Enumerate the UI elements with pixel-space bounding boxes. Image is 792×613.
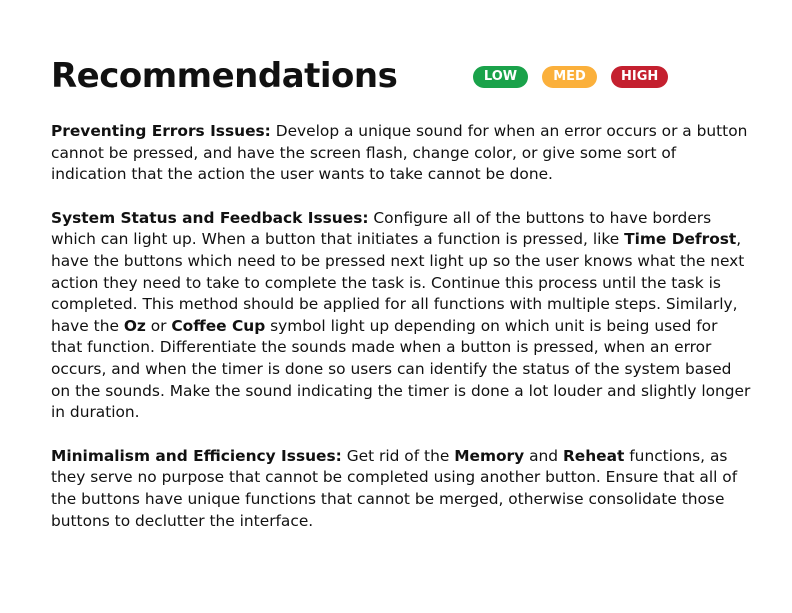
- minimalism-text-1: Get rid of the: [341, 446, 455, 465]
- system-status-text-3: or: [145, 316, 172, 335]
- minimalism-label: Minimalism and Efficiency Issues:: [51, 446, 342, 465]
- coffee-cup-term: Coffee Cup: [171, 316, 266, 335]
- severity-badge-low: LOW: [473, 66, 528, 88]
- memory-term: Memory: [454, 446, 525, 465]
- system-status-text-4: symbol light up depending on which unit is being used for that function. Differentiate the sounds made when a button is pressed, when an error occurs, and when the timer is done so users can identify the status of the system based on the sounds. Make the sound indicating the timer is done a lot louder and slightly longer in duration.: [51, 316, 751, 422]
- oz-term: Oz: [123, 316, 146, 335]
- system-status-text-2: , have the buttons which need to be pressed next light up so the user knows what the next action they need to take to complete the task is. Continue this process until the task is completed. This method should be applied for all functions with multiple steps. Similarly, have the: [51, 230, 745, 335]
- preventing-errors-label: Preventing Errors Issues:: [51, 122, 271, 140]
- system-status-text-1: Configure all of the buttons to have borders which can light up. When a button that initiates a function is pressed, like: [51, 208, 712, 249]
- reheat-term: Reheat: [562, 446, 625, 465]
- recommendations-page: [51, 52, 751, 532]
- preventing-errors-section: [51, 121, 751, 186]
- system-status-label: System Status and Feedback Issues:: [51, 208, 369, 227]
- severity-badge-med: MED: [542, 66, 597, 88]
- minimalism-text-3: functions, as they serve no purpose that cannot be completed using another button. Ensure that all of the buttons have unique functions that cannot be merged, otherwise consolidate those buttons to declutter the interface.: [51, 446, 738, 530]
- minimalism-section: [51, 446, 751, 532]
- minimalism-text-2: and: [524, 446, 563, 465]
- system-status-section: [51, 208, 751, 424]
- page-title: Recommendations: [51, 56, 398, 96]
- preventing-errors-text: Develop a unique sound for when an error occurs or a button cannot be pressed, and have the screen flash, change color, or give some sort of indication that the action the user wants to take cannot be done.: [51, 122, 748, 184]
- severity-legend: [473, 66, 668, 88]
- time-defrost-term: Time Defrost: [624, 230, 737, 249]
- header: [51, 52, 751, 102]
- severity-badge-high: HIGH: [611, 66, 668, 88]
